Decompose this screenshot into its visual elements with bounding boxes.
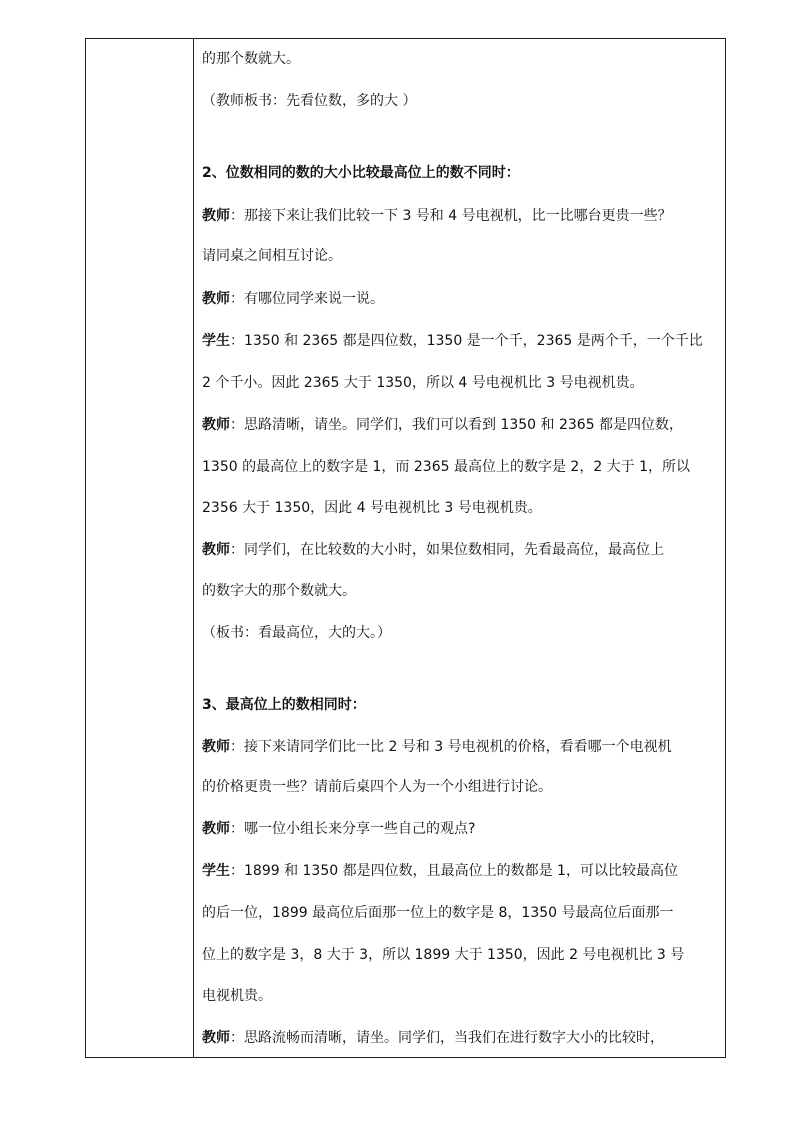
text-line: 请同桌之间相互讨论。: [202, 248, 342, 264]
teacher-line: 教师：思路清晰，请坐。同学们，我们可以看到 1350 和 2365 都是四位数，: [202, 417, 684, 433]
lesson-table: [85, 38, 726, 1058]
speaker-label: 教师: [202, 417, 230, 433]
teacher-line: 教师：同学们，在比较数的大小时，如果位数相同，先看最高位，最高位上: [202, 542, 664, 558]
text-line: 1350 的最高位上的数字是 1，而 2365 最高位上的数字是 2，2 大于 1，所以: [202, 459, 691, 475]
text-line: 位上的数字是 3，8 大于 3，所以 1899 大于 1350，因此 2 号电视机比 3 号: [202, 947, 685, 963]
board-note: （板书：看最高位，大的大。）: [202, 625, 391, 641]
speaker-label: 学生: [202, 333, 230, 349]
speaker-label: 教师: [202, 542, 230, 558]
speaker-label: 教师: [202, 208, 230, 224]
text-line: 2 个千小。因此 2365 大于 1350，所以 4 号电视机比 3 号电视机贵。: [202, 375, 644, 391]
student-line: 学生：1350 和 2365 都是四位数，1350 是一个千，2365 是两个千，一个千比: [202, 333, 703, 349]
text-line: 的那个数就大。: [202, 51, 300, 67]
teacher-line: 教师：哪一位小组长来分享一些自己的观点?: [202, 821, 476, 837]
teacher-line: 教师：思路流畅而清晰，请坐。同学们，当我们在进行数字大小的比较时，: [202, 1030, 664, 1046]
teacher-line: 教师：那接下来让我们比较一下 3 号和 4 号电视机，比一比哪台更贵一些？: [202, 208, 672, 224]
text-line: 的价格更贵一些？请前后桌四个人为一个小组进行讨论。: [202, 779, 552, 795]
section-heading-2: 2、位数相同的数的大小比较最高位上的数不同时：: [202, 165, 520, 181]
speaker-label: 教师: [202, 291, 230, 307]
speaker-label: 学生: [202, 863, 230, 879]
section-heading-3: 3、最高位上的数相同时：: [202, 697, 366, 713]
speaker-label: 教师: [202, 739, 230, 755]
text-line: 的后一位，1899 最高位后面那一位上的数字是 8，1350 号最高位后面那一: [202, 905, 674, 921]
text-line: 的数字大的那个数就大。: [202, 583, 356, 599]
student-line: 学生：1899 和 1350 都是四位数，且最高位上的数都是 1，可以比较最高位: [202, 863, 678, 879]
speaker-label: 教师: [202, 1030, 230, 1046]
teacher-line: 教师：接下来请同学们比一比 2 号和 3 号电视机的价格，看看哪一个电视机: [202, 739, 672, 755]
board-note: （教师板书：先看位数，多的大 ）: [202, 93, 417, 109]
text-line: 2356 大于 1350，因此 4 号电视机比 3 号电视机贵。: [202, 500, 542, 516]
speaker-label: 教师: [202, 821, 230, 837]
left-column-cell: [86, 39, 194, 1057]
text-line: 电视机贵。: [202, 988, 272, 1004]
teacher-line: 教师：有哪位同学来说一说。: [202, 291, 384, 307]
